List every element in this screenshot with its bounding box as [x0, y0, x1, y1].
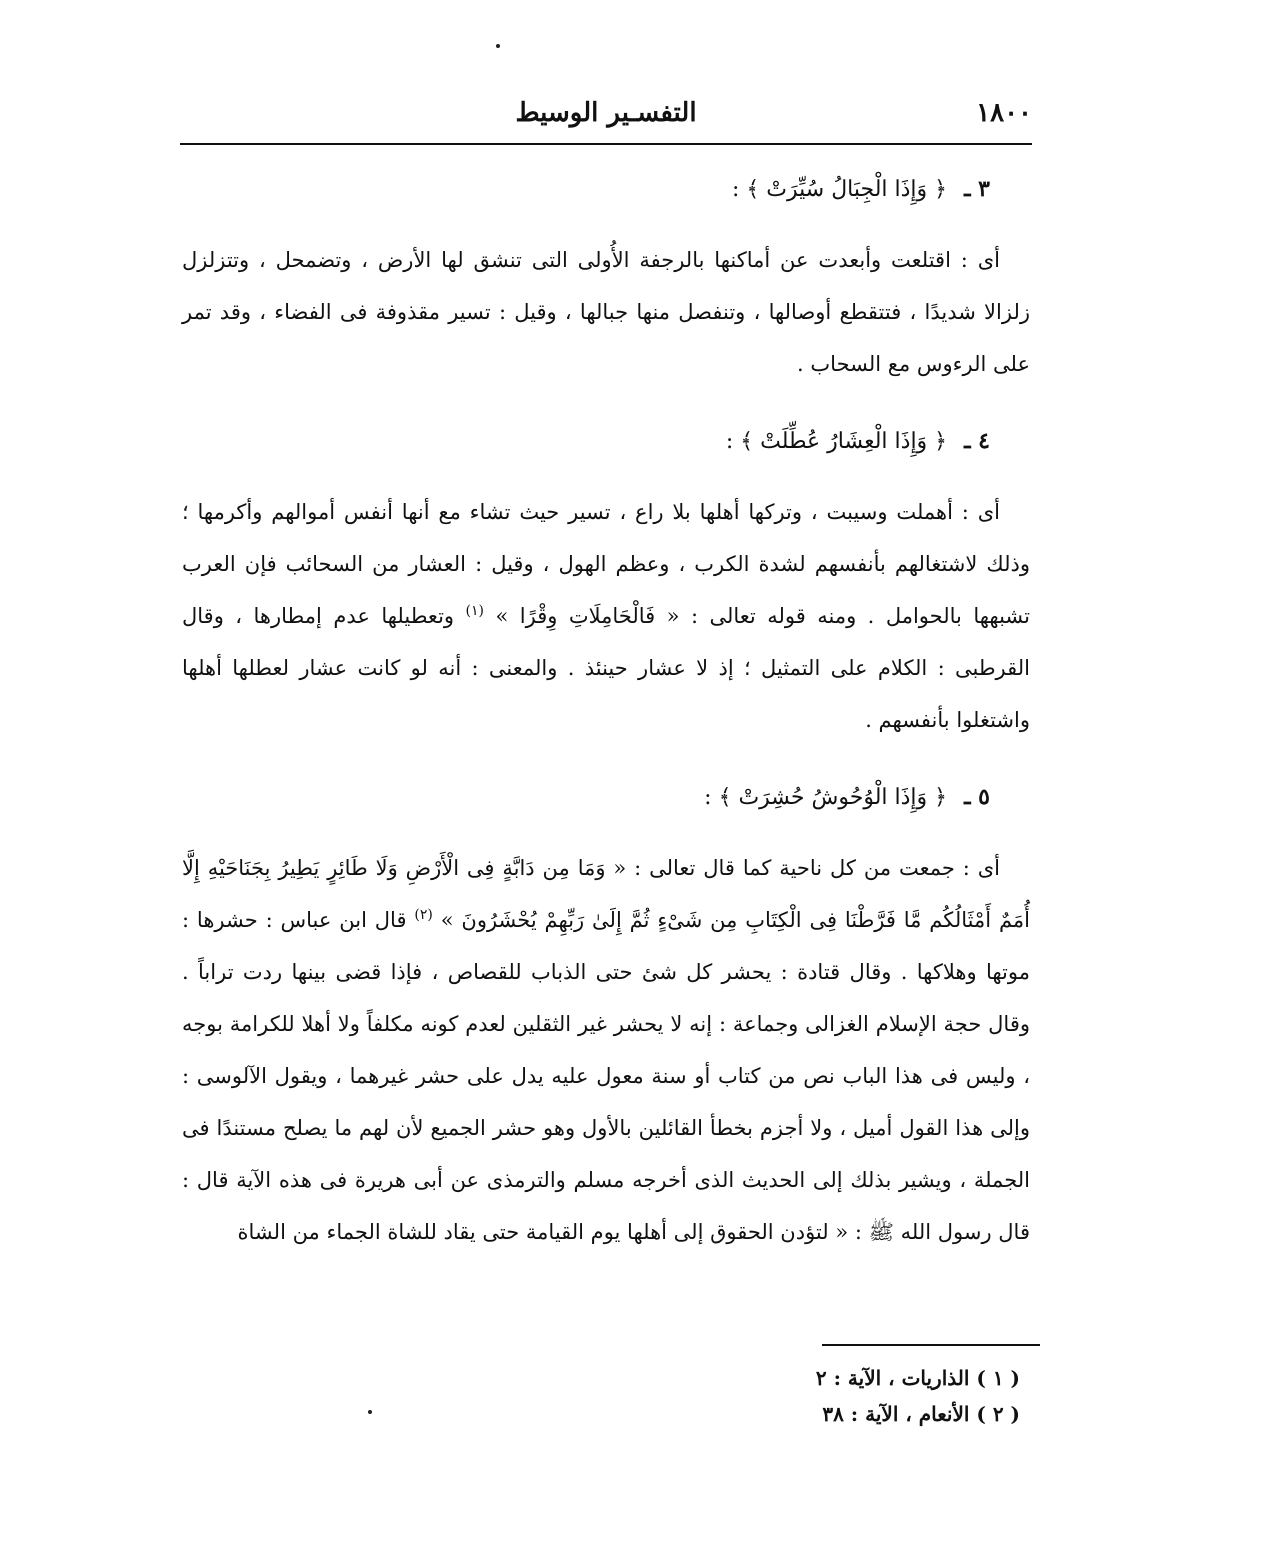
page-body [182, 160, 1030, 1258]
scan-speck [496, 44, 500, 48]
page-header [180, 98, 1032, 138]
page-number: ١٨٠٠ [976, 98, 1032, 128]
verse-heading-3 [182, 160, 1030, 218]
commentary-paragraph: أى : أهملت وسيبت ، وتركها أهلها بلا راع ، تسير حيث تشاء مع أنها أنفس أموالهم وأكرمها ؛ وذلك لاشتغالهم بأنفسهم لشدة الكرب ، وعظم الهول ، وقيل : العشار من السحائب فإن العرب تشبهها بالحوامل . ومنه قوله تعالى : « فَالْحَامِلَاتِ وِقْرًا » $^{(١)}$ وتعطيلها عدم إمطارها ، وقال القرطبى : الكلام على التمثيل ؛ إذ لا عشار حينئذ . والمعنى : أنه لو كانت عشار لعطلها أهلها واشتغلوا بأنفسهم . [182, 500, 1031, 732]
verse-number: ٣ ـ [964, 176, 990, 202]
verse-text: ﴿ وَإِذَا الْعِشَارُ عُطِّلَتْ ﴾ : [725, 429, 948, 454]
footnotes [720, 1360, 1020, 1432]
verse-text: ﴿ وَإِذَا الْوُحُوشُ حُشِرَتْ ﴾ : [704, 785, 948, 810]
verse-number: ٥ ـ [964, 784, 990, 810]
footnote: ( ٢ ) الأنعام ، الآية : ٣٨ [822, 1402, 1020, 1426]
scan-speck [368, 1410, 372, 1414]
footnote-divider [822, 1344, 1040, 1346]
verse-heading-5 [182, 768, 1030, 826]
commentary-paragraph: أى : جمعت من كل ناحية كما قال تعالى : « وَمَا مِن دَابَّةٍ فِى الْأَرْضِ وَلَا طَائِرٍ يَطِيرُ بِجَنَاحَيْهِ إِلَّا أُمَمٌ أَمْثَالُكُم مَّا فَرَّطْنَا فِى الْكِتَابِ مِن شَىْءٍ ثُمَّ إِلَىٰ رَبِّهِمْ يُحْشَرُونَ » $^{(٢)}$ قال ابن عباس : حشرها : موتها وهلاكها . وقال قتادة : يحشر كل شئ حتى الذباب للقصاص ، فإذا قضى بينها ردت تراباً . وقال حجة الإسلام الغزالى وجماعة : إنه لا يحشر غير الثقلين لعدم كونه مكلفاً ولا أهلا للكرامة بوجه ، وليس فى هذا الباب نص من كتاب أو سنة معول عليه يدل على حشر غيرهما ، ويقول الآلوسى : وإلى هذا القول أميل ، ولا أجزم بخطأ القائلين بالأول وهو حشر الجميع لأن لهم ما يصلح مستندًا فى الجملة ، ويشير بذلك إلى الحديث الذى أخرجه مسلم والترمذى عن أبى هريرة فى هذه الآية قال : قال رسول الله ﷺ : « لتؤدن الحقوق إلى أهلها يوم القيامة حتى يقاد للشاة الجماء من الشاة [182, 856, 1031, 1244]
running-title: التفسـير الوسيط [515, 98, 697, 128]
commentary-paragraph: أى : اقتلعت وأبعدت عن أماكنها بالرجفة الأُولى التى تنشق لها الأرض ، وتضمحل ، وتتزلزل زلزالا شديدًا ، فتتقطع أوصالها ، وتنفصل منها جبالها ، وقيل : تسير مقذوفة فى الفضاء ، وقد تمر على الرءوس مع السحاب . [182, 248, 1030, 376]
footnote-marker: (١) [465, 603, 484, 619]
header-divider [180, 143, 1032, 145]
footnote-marker: (٢) [414, 907, 433, 923]
verse-number: ٤ ـ [964, 428, 990, 454]
verse-text: ﴿ وَإِذَا الْجِبَالُ سُيِّرَتْ ﴾ : [731, 177, 948, 202]
verse-heading-4 [182, 412, 1030, 470]
footnote: ( ١ ) الذاريات ، الآية : ٢ [815, 1366, 1020, 1390]
